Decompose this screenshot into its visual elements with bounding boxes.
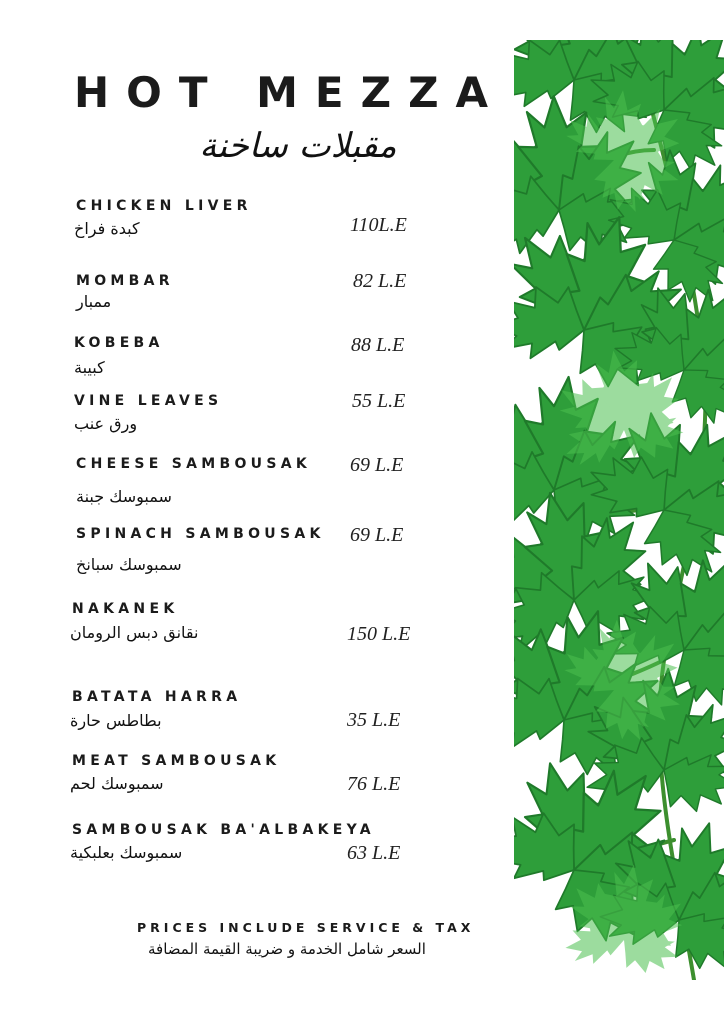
item-name-ar: كبيبة: [74, 358, 105, 377]
item-name-en: SPINACH SAMBOUSAK: [76, 526, 325, 542]
menu-subtitle-arabic: مقبلات ساخنة: [199, 126, 397, 166]
item-name-ar: سمبوسك سبانخ: [76, 555, 182, 574]
item-price: 150 L.E: [347, 623, 411, 645]
item-name-en: SAMBOUSAK BA'ALBAKEYA: [72, 822, 375, 838]
item-name-en: CHICKEN LIVER: [76, 198, 252, 214]
parsley-leaves-illustration: [514, 40, 724, 980]
item-name-ar: ورق عنب: [74, 414, 138, 433]
item-name-ar: سمبوسك لحم: [70, 774, 164, 793]
item-name-ar: سمبوسك بعلبكية: [70, 843, 183, 862]
item-name-en: BATATA HARRA: [72, 689, 242, 705]
item-price: 110L.E: [350, 214, 407, 236]
item-name-en: MEAT SAMBOUSAK: [72, 753, 281, 769]
item-name-ar: ممبار: [76, 292, 112, 311]
item-price: 82 L.E: [353, 270, 407, 292]
item-name-en: MOMBAR: [76, 273, 174, 289]
item-price: 35 L.E: [347, 709, 401, 731]
item-name-ar: سمبوسك جبنة: [76, 487, 172, 506]
item-price: 69 L.E: [350, 454, 404, 476]
item-name-ar: نقانق دبس الرومان: [70, 623, 199, 642]
footer-note-ar: السعر شامل الخدمة و ضريبة القيمة المضافة: [148, 940, 426, 958]
item-name-ar: بطاطس حارة: [70, 711, 162, 730]
menu-title: HOT MEZZA: [74, 68, 506, 117]
item-name-en: CHEESE SAMBOUSAK: [76, 456, 311, 472]
item-price: 63 L.E: [347, 842, 401, 864]
item-price: 88 L.E: [351, 334, 405, 356]
item-price: 76 L.E: [347, 773, 401, 795]
item-price: 69 L.E: [350, 524, 404, 546]
footer-note-en: PRICES INCLUDE SERVICE & TAX: [137, 920, 475, 935]
item-name-ar: كبدة فراخ: [74, 219, 140, 238]
item-name-en: KOBEBA: [74, 335, 164, 351]
item-price: 55 L.E: [352, 390, 406, 412]
item-name-en: VINE LEAVES: [74, 393, 223, 409]
item-name-en: NAKANEK: [72, 601, 179, 617]
